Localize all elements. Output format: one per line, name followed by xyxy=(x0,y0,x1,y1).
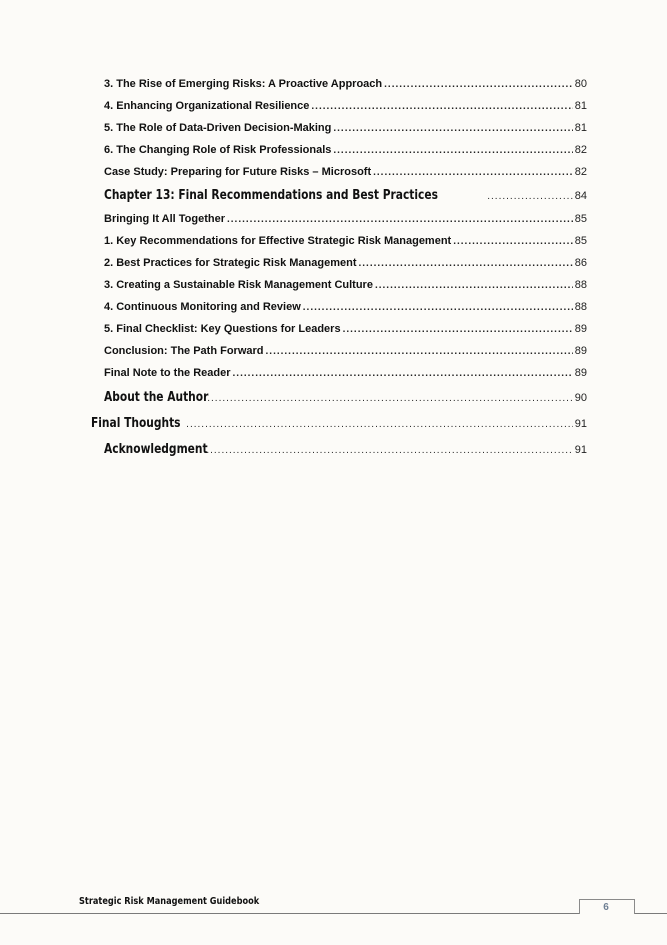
dot-leader xyxy=(233,368,573,380)
toc-entry-page: 80 xyxy=(574,78,587,90)
toc-entry-page: 82 xyxy=(574,144,587,156)
dot-leader xyxy=(311,101,572,113)
dot-leader xyxy=(303,302,573,314)
toc-entry[interactable] xyxy=(104,78,587,91)
dot-leader xyxy=(266,346,573,358)
dot-leader xyxy=(206,445,572,457)
toc-entry[interactable] xyxy=(104,166,587,179)
toc-entry-title: Bringing It All Together xyxy=(104,213,225,225)
toc-entry-title: 4. Enhancing Organizational Resilience xyxy=(104,100,310,112)
page-number: 6 xyxy=(603,902,609,913)
toc-entry-title: Final Note to the Reader xyxy=(104,367,231,379)
toc-entry-page: 91 xyxy=(574,444,587,456)
toc-entry-title: Conclusion: The Path Forward xyxy=(104,345,264,357)
toc-entry[interactable] xyxy=(104,301,587,314)
toc-entry-title: 1. Key Recommendations for Effective Strategic Risk Management xyxy=(104,235,452,247)
toc-entry-title: Case Study: Preparing for Future Risks – Microsoft xyxy=(104,166,372,178)
dot-leader xyxy=(333,145,572,157)
toc-entry-title: Chapter 13: Final Recommendations and Best Practices xyxy=(104,188,438,203)
dot-leader xyxy=(384,79,573,91)
toc-entry-page: 85 xyxy=(574,213,587,225)
dot-leader xyxy=(186,419,573,431)
toc-entry-title: Acknowledgment xyxy=(104,442,208,457)
toc-entry-title: 3. Creating a Sustainable Risk Management Culture xyxy=(104,279,373,291)
toc-entry-title: 5. Final Checklist: Key Questions for Leaders xyxy=(104,323,341,335)
toc-entry[interactable] xyxy=(104,367,587,380)
toc-entry-title: 5. The Role of Data-Driven Decision-Making xyxy=(104,122,332,134)
toc-entry-page: 81 xyxy=(574,100,587,112)
dot-leader xyxy=(343,324,573,336)
toc-entry[interactable] xyxy=(104,213,587,226)
toc-entry[interactable] xyxy=(104,279,587,292)
toc-chapter-entry[interactable] xyxy=(104,442,587,457)
dot-leader xyxy=(227,214,573,226)
toc-entry-page: 86 xyxy=(574,257,587,269)
toc-entry-title: 3. The Rise of Emerging Risks: A Proactive Approach xyxy=(104,78,383,90)
dot-leader xyxy=(375,280,573,292)
toc-entry-page: 81 xyxy=(574,122,587,134)
dot-leader xyxy=(207,393,573,405)
toc-entry-title: 2. Best Practices for Strategic Risk Management xyxy=(104,257,357,269)
toc-entry-title: 4. Continuous Monitoring and Review xyxy=(104,301,301,313)
toc-entry[interactable] xyxy=(104,235,587,248)
toc-entry-page: 89 xyxy=(574,345,587,357)
toc-entry-page: 88 xyxy=(574,279,587,291)
toc-entry-page: 90 xyxy=(574,392,587,404)
toc-entry-page: 85 xyxy=(574,235,587,247)
toc-entry[interactable] xyxy=(104,100,587,113)
toc-entry[interactable] xyxy=(104,257,587,270)
dot-leader xyxy=(333,123,572,135)
toc-entry[interactable] xyxy=(104,345,587,358)
dot-leader xyxy=(358,258,572,270)
dot-leader xyxy=(487,191,573,203)
toc-entry-page: 89 xyxy=(574,367,587,379)
dot-leader xyxy=(453,236,573,248)
toc-entry-page: 89 xyxy=(574,323,587,335)
toc-entry[interactable] xyxy=(104,122,587,135)
toc-chapter-entry[interactable] xyxy=(104,188,587,203)
footer-book-title: Strategic Risk Management Guidebook xyxy=(79,896,260,907)
toc-entry-title: 6. The Changing Role of Risk Professionals xyxy=(104,144,332,156)
toc-entry-title: About the Author xyxy=(104,390,209,405)
toc-entry[interactable] xyxy=(104,323,587,336)
toc-entry-title: Final Thoughts xyxy=(91,416,181,431)
toc-entry-page: 82 xyxy=(574,166,587,178)
toc-top-entry[interactable] xyxy=(91,416,587,431)
toc-entry-page: 88 xyxy=(574,301,587,313)
dot-leader xyxy=(373,167,573,179)
footer-divider xyxy=(0,913,667,914)
toc-entry-page: 91 xyxy=(574,418,587,430)
toc-entry[interactable] xyxy=(104,144,587,157)
toc-entry-page: 84 xyxy=(574,190,587,202)
toc-chapter-entry[interactable] xyxy=(104,390,587,405)
